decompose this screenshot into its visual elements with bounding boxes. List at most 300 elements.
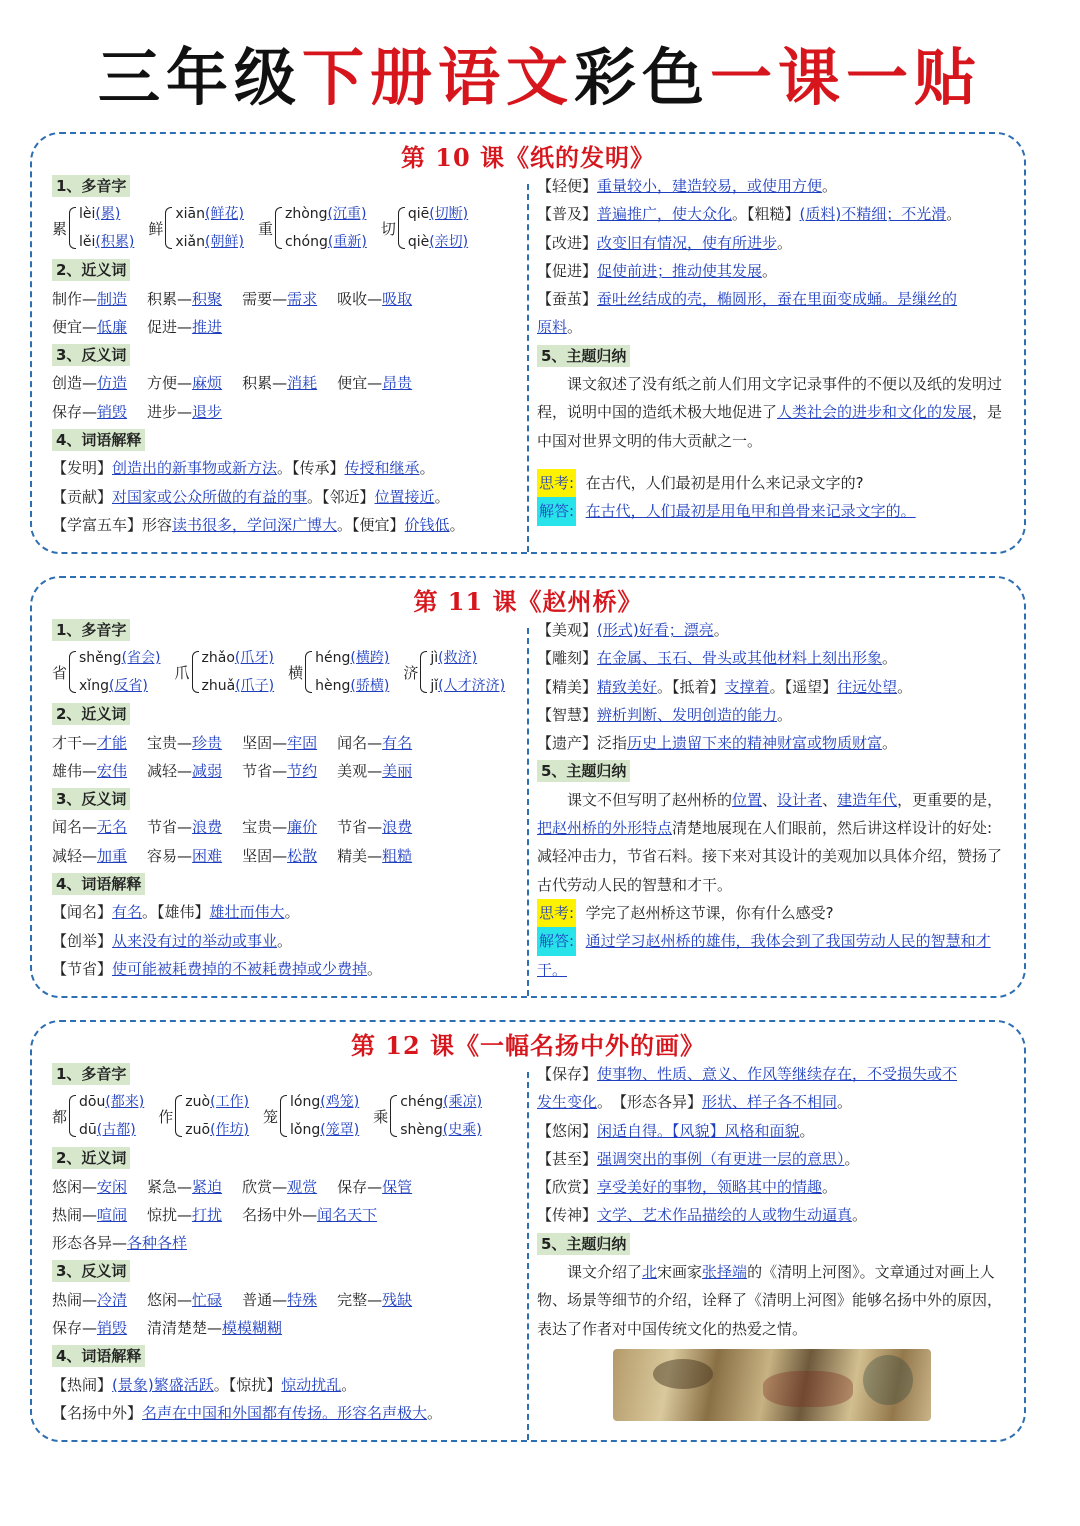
term-label: 【雕刻】 <box>537 649 598 668</box>
answer-label: 解答: <box>537 927 576 955</box>
term-label: 。 <box>284 903 300 922</box>
term-label: 【轻便】 <box>537 177 598 195</box>
term-label: 【改进】 <box>537 233 598 252</box>
explanation-line <box>537 1117 1007 1145</box>
term-label: 。 <box>419 459 435 478</box>
polyphone-group <box>258 200 367 256</box>
example-word: (鸡笼) <box>320 1094 360 1111</box>
summary-highlight: 把赵州桥的外形特点 <box>537 819 673 838</box>
explanation-line <box>537 673 1007 701</box>
word: 减轻 <box>147 761 178 780</box>
section-heading: 5、主题归纳 <box>537 1233 630 1255</box>
word: 节省 <box>147 818 178 837</box>
dash-separator: — <box>272 1290 288 1309</box>
summary-paragraph <box>537 370 1007 455</box>
word: 宝贵 <box>147 733 178 752</box>
explanation-list <box>537 1060 1007 1230</box>
word-pair <box>147 1201 222 1229</box>
term-label: 。 <box>713 621 729 639</box>
word-pair <box>52 757 127 785</box>
dash-separator: — <box>82 733 98 752</box>
antonym-list <box>52 813 520 870</box>
paired-word: 浪费 <box>382 818 413 837</box>
word: 促进 <box>147 317 178 336</box>
term-label: 。 <box>822 177 838 195</box>
lesson-title: 第 12 课《一幅名扬中外的画》 <box>350 1031 706 1060</box>
example-word: (骄横) <box>350 678 390 695</box>
word: 美观 <box>337 761 368 780</box>
explanation-line <box>537 1173 1007 1201</box>
polyphone-char: 累 <box>52 219 68 238</box>
term-label: 【促进】 <box>537 261 598 280</box>
explanation-list <box>52 898 520 983</box>
word-pair <box>52 729 127 757</box>
word-pair <box>337 1286 412 1314</box>
term-label: 【普及】 <box>537 205 598 224</box>
definition-text: 往远处望 <box>837 677 898 696</box>
word: 积累 <box>242 374 273 393</box>
dash-separator: — <box>82 1177 98 1196</box>
term-label: 。【惊扰】 <box>213 1375 282 1394</box>
polyphone-group <box>175 644 275 700</box>
word-pair-row <box>52 842 520 870</box>
word-pair <box>242 842 317 870</box>
brace-icon <box>275 207 282 249</box>
synonym-list <box>52 1173 520 1258</box>
paired-word: 减弱 <box>192 761 223 780</box>
pinyin: qiē <box>407 206 430 223</box>
term-label: 【贡献】 <box>52 487 113 506</box>
word-pair <box>337 813 412 841</box>
paired-word: 消耗 <box>287 374 318 393</box>
word-pair <box>242 1286 317 1314</box>
paired-word: 吸取 <box>382 289 413 308</box>
dash-separator: — <box>272 1177 288 1196</box>
antonym-list <box>52 369 520 426</box>
example-word: (爪子) <box>235 678 275 695</box>
paired-word: 低廉 <box>97 317 128 336</box>
example-word: (爪牙) <box>234 650 274 667</box>
word: 制作 <box>52 289 83 308</box>
dash-separator: — <box>207 1319 223 1338</box>
explanation-line <box>537 1060 1007 1088</box>
paired-word: 销毁 <box>97 402 128 421</box>
summary-highlight: 建造年代 <box>837 790 898 809</box>
summary-highlight: 张择端 <box>702 1263 748 1282</box>
section-heading: 2、近义词 <box>52 259 130 281</box>
section-heading: 3、反义词 <box>52 788 130 810</box>
example-word: (切断) <box>429 206 469 223</box>
dash-separator: — <box>177 761 193 780</box>
word-pair <box>52 1201 127 1229</box>
dash-separator: — <box>82 818 98 837</box>
section-heading: 1、多音字 <box>52 619 130 641</box>
word: 吸收 <box>337 289 368 308</box>
term-label: 【欣赏】 <box>537 1178 598 1197</box>
explanation-line <box>52 1399 520 1427</box>
example-word: (沉重) <box>327 206 367 223</box>
qingming-painting-image <box>613 1349 931 1421</box>
example-word: (人才济济) <box>438 678 506 695</box>
paired-word: 模模糊糊 <box>222 1319 283 1338</box>
think-question: 在古代，人们最初是用什么来记录文字的? <box>585 473 864 492</box>
dash-separator: — <box>367 374 383 393</box>
dash-separator: — <box>367 818 383 837</box>
pinyin: shèng <box>400 1122 443 1139</box>
term-label: 。【邻近】 <box>307 487 375 506</box>
section-heading: 4、词语解释 <box>52 873 145 895</box>
paired-word: 粗糙 <box>382 846 413 865</box>
lesson-12-card <box>30 1020 1026 1442</box>
word: 保存 <box>337 1177 368 1196</box>
word: 雄伟 <box>52 761 83 780</box>
term-label: 【传神】 <box>537 1206 598 1225</box>
dash-separator: — <box>272 374 288 393</box>
word-pair <box>337 757 412 785</box>
dash-separator: — <box>367 1290 383 1309</box>
example-word: (笼罩) <box>320 1122 360 1139</box>
definition-text: 蚕吐丝结成的壳，椭圆形，蚕在里面变成蛹。是缫丝的 <box>597 290 958 309</box>
brace-icon <box>69 1095 76 1137</box>
term-label: 【热闹】 <box>52 1375 113 1394</box>
term-label: 。 <box>341 1375 357 1394</box>
dash-separator: — <box>272 818 288 837</box>
word-pair <box>147 757 222 785</box>
paired-word: 销毁 <box>97 1319 128 1338</box>
column-divider <box>527 1072 529 1440</box>
dash-separator: — <box>367 846 383 865</box>
term-label: 。【粗糙】 <box>732 205 800 224</box>
explanation-line <box>537 1201 1007 1229</box>
paired-word: 有名 <box>382 733 413 752</box>
word: 热闹 <box>52 1290 83 1309</box>
polyphone-group <box>373 1088 482 1144</box>
word-pair <box>337 729 412 757</box>
definition-text: 文学、艺术作品描绘的人或物生动逼真 <box>597 1206 853 1225</box>
lesson-11-right <box>537 616 1007 984</box>
summary-text: 清楚地展现在人们眼前，然后讲这样设计的好处:减轻冲击力，节省石料。接下来对其设计的美观加以具体介绍，赞扬了古代劳动人民的智慧和才干。 <box>537 819 1003 894</box>
term-label: 。【传承】 <box>277 459 345 478</box>
explanation-line <box>537 172 1007 200</box>
brace-icon <box>280 1095 287 1137</box>
summary-text: ，更重要的是， <box>897 790 1003 809</box>
paired-word: 忙碌 <box>192 1290 223 1309</box>
word-pair <box>147 1286 222 1314</box>
term-label: 。【便宜】 <box>337 515 405 534</box>
summary-text: 课文介绍了 <box>567 1263 643 1282</box>
term-label: 【精美】 <box>537 677 598 696</box>
pinyin: zuō <box>185 1122 211 1139</box>
pinyin: hèng <box>315 678 351 695</box>
polyphone-group <box>158 1088 249 1144</box>
word-pair-row <box>52 1314 520 1342</box>
term-label: 。 <box>277 931 293 950</box>
word-pair <box>147 729 222 757</box>
paired-word: 推进 <box>192 317 223 336</box>
dash-separator: — <box>177 733 193 752</box>
pinyin: qiè <box>407 234 430 251</box>
term-label: 。 <box>897 677 913 696</box>
think-label: 思考: <box>537 899 576 927</box>
word: 便宜 <box>52 317 83 336</box>
word-pair <box>147 1173 222 1201</box>
word-pair <box>147 285 222 313</box>
brace-icon <box>69 651 76 693</box>
word-pair <box>52 813 127 841</box>
paired-word: 安闲 <box>97 1177 128 1196</box>
summary-highlight: 设计者 <box>777 790 823 809</box>
explanation-line <box>537 200 1007 228</box>
dash-separator: — <box>177 1177 193 1196</box>
section-heading: 5、主题归纳 <box>537 345 630 367</box>
term-label: 【遗产】泛指 <box>537 734 628 753</box>
term-label: 。 <box>567 318 583 337</box>
pinyin: xiǎn <box>175 234 206 251</box>
word-pair <box>52 369 127 397</box>
definition-text: 支撑着 <box>724 677 770 696</box>
example-word: (积累) <box>95 234 135 251</box>
section-heading: 2、近义词 <box>52 1147 130 1169</box>
word: 闻名 <box>337 733 368 752</box>
definition-text: 从来没有过的举动或事业 <box>112 931 278 950</box>
pinyin: chóng <box>284 234 328 251</box>
pinyin: zhuǎ <box>201 678 236 695</box>
word-pair-row <box>52 1173 520 1201</box>
word-pair-row <box>52 729 520 757</box>
explanation-line <box>52 454 520 482</box>
pinyin: lèi <box>79 206 96 223</box>
definition-text: 精致美好 <box>597 677 658 696</box>
example-word: (累) <box>95 206 121 223</box>
polyphone-row <box>52 644 520 700</box>
pinyin: lóng <box>290 1094 321 1111</box>
definition-text: 价钱低 <box>404 515 450 534</box>
definition-text: 传授和继承 <box>344 459 420 478</box>
word: 清清楚楚 <box>147 1319 208 1338</box>
paired-word: 喧闹 <box>97 1205 128 1224</box>
word: 进步 <box>147 402 178 421</box>
word: 紧急 <box>147 1177 178 1196</box>
section-heading: 4、词语解释 <box>52 429 145 451</box>
word: 容易 <box>147 846 178 865</box>
pinyin: dōu <box>79 1094 106 1111</box>
explanation-line <box>537 701 1007 729</box>
word: 精美 <box>337 846 368 865</box>
lesson-title: 第 11 课《赵州桥》 <box>413 587 643 616</box>
term-label: 【保存】 <box>537 1065 598 1083</box>
polyphone-char: 鲜 <box>148 219 164 238</box>
definition-text: 促使前进；推动使其发展 <box>597 261 763 280</box>
polyphone-char: 爪 <box>174 663 190 682</box>
dash-separator: — <box>82 1319 98 1338</box>
word: 宝贵 <box>242 818 273 837</box>
word-pair-row <box>52 369 520 397</box>
dash-separator: — <box>272 289 288 308</box>
section-heading: 1、多音字 <box>52 175 130 197</box>
paired-word: 浪费 <box>192 818 223 837</box>
term-label: 【甚至】 <box>537 1149 598 1168</box>
dash-separator: — <box>82 846 98 865</box>
think-label: 思考: <box>537 469 576 497</box>
example-word: (鲜花) <box>205 206 244 223</box>
definition-text: 雄壮而伟大 <box>209 903 285 922</box>
definition-text: 普遍推广，使大众化 <box>597 205 733 224</box>
paired-word: 保管 <box>382 1177 413 1196</box>
dash-separator: — <box>82 761 98 780</box>
paired-word: 松散 <box>287 846 318 865</box>
word-pair <box>337 1173 412 1201</box>
dash-separator: — <box>82 1205 98 1224</box>
paired-word: 冷清 <box>97 1290 128 1309</box>
paired-word: 紧迫 <box>192 1177 223 1196</box>
summary-paragraph <box>537 1258 1007 1343</box>
paired-word: 珍贵 <box>192 733 223 752</box>
term-label: 。 <box>882 734 898 753</box>
term-label: 【发明】 <box>52 459 113 478</box>
term-label: 。 【形态各异】 <box>597 1093 703 1112</box>
explanation-line <box>537 313 1007 341</box>
explanation-list <box>537 616 1007 757</box>
word-pair-row <box>52 398 520 426</box>
word: 热闹 <box>52 1205 83 1224</box>
term-label: 。 <box>852 1206 868 1225</box>
paired-word: 困难 <box>192 846 223 865</box>
word-pair <box>147 1314 282 1342</box>
word-pair-row <box>52 313 520 341</box>
word: 悠闲 <box>147 1290 178 1309</box>
section-heading: 4、词语解释 <box>52 1345 145 1367</box>
paired-word: 牢固 <box>287 733 318 752</box>
example-word: (史乘) <box>442 1122 482 1139</box>
word-pair-row <box>52 1286 520 1314</box>
explanation-line <box>537 644 1007 672</box>
word-pair <box>52 398 127 426</box>
paired-word: 加重 <box>97 846 128 865</box>
pinyin: zhòng <box>284 206 328 223</box>
dash-separator: — <box>82 1290 98 1309</box>
example-word: (省会) <box>121 650 161 667</box>
paired-word: 各种各样 <box>127 1234 188 1253</box>
word: 名扬中外 <box>242 1205 303 1224</box>
term-label: 【闻名】 <box>52 903 113 922</box>
explanation-line <box>537 1088 1007 1116</box>
term-label: 【智慧】 <box>537 705 598 724</box>
term-label: 【学富五车】形容 <box>52 515 173 534</box>
synonym-list <box>52 729 520 786</box>
term-label: 。 <box>882 649 898 668</box>
explanation-list <box>52 1371 520 1428</box>
polyphone-group <box>52 644 161 700</box>
paired-word: 无名 <box>97 818 128 837</box>
polyphone-char: 笼 <box>263 1107 279 1126</box>
example-word: (乘凉) <box>443 1094 483 1111</box>
definition-text: (景象)繁盛活跃 <box>112 1375 214 1394</box>
word-pair-row <box>52 813 520 841</box>
word-pair <box>242 369 317 397</box>
word: 悠闲 <box>52 1177 83 1196</box>
answer-label: 解答: <box>537 497 576 525</box>
summary-text: 课文叙述了没有纸之前人们用文字记录事件的不便以及纸的发明过程，说明中国的造纸术极大地促进了 <box>537 375 1003 422</box>
example-word: (工作) <box>210 1094 250 1111</box>
brace-icon <box>420 651 427 693</box>
term-label: 。 <box>434 487 450 506</box>
word-pair <box>52 1286 127 1314</box>
word-pair <box>242 285 317 313</box>
word: 便宜 <box>337 374 368 393</box>
word-pair <box>337 842 412 870</box>
term-label: 。 <box>762 261 778 280</box>
term-label: 。 <box>427 1403 443 1422</box>
definition-text: (形式)好看；漂亮 <box>597 621 714 639</box>
word: 保存 <box>52 1319 83 1338</box>
answer-text: 在古代，人们最初是用龟甲和兽骨来记录文字的。 <box>585 502 916 521</box>
dash-separator: — <box>177 402 193 421</box>
page-title: 三年级下册语文彩色一课一贴 <box>97 41 983 114</box>
word-pair-row <box>52 757 520 785</box>
definition-text: 发生变化 <box>537 1093 598 1112</box>
pinyin: jǐ <box>430 678 439 695</box>
paired-word: 打扰 <box>192 1205 223 1224</box>
definition-text: 使事物、性质、意义、作风等继续存在，不受损失或不 <box>597 1065 958 1083</box>
explanation-line <box>52 511 520 539</box>
dash-separator: — <box>177 1290 193 1309</box>
section-heading: 3、反义词 <box>52 1260 130 1282</box>
explanation-list <box>537 172 1007 342</box>
word: 普通 <box>242 1290 273 1309</box>
paired-word: 特殊 <box>287 1290 318 1309</box>
dash-separator: — <box>177 1205 193 1224</box>
dash-separator: — <box>272 733 288 752</box>
polyphone-group <box>403 644 505 700</box>
definition-text: 历史上遗留下来的精神财富或物质财富 <box>627 734 883 753</box>
polyphone-row <box>52 200 520 256</box>
brace-icon <box>69 207 76 249</box>
word-pair <box>52 1173 127 1201</box>
lesson-title: 第 10 课《纸的发明》 <box>400 143 656 172</box>
paired-word: 麻烦 <box>192 374 223 393</box>
polyphone-group <box>52 1088 144 1144</box>
term-label: 。 <box>822 1178 838 1197</box>
word-pair <box>147 842 222 870</box>
paired-word: 宏伟 <box>97 761 128 780</box>
term-label: 。【遥望】 <box>769 677 838 696</box>
word: 闻名 <box>52 818 83 837</box>
definition-text: 闲适自得。【风貌】 <box>597 1121 725 1140</box>
dash-separator: — <box>367 761 383 780</box>
dash-separator: — <box>112 1234 128 1253</box>
polyphone-char: 济 <box>403 663 419 682</box>
word: 形态各异 <box>52 1234 113 1253</box>
summary-paragraph <box>537 786 1007 899</box>
word: 坚固 <box>242 846 273 865</box>
dash-separator: — <box>177 289 193 308</box>
explanation-line <box>537 229 1007 257</box>
word: 节省 <box>242 761 273 780</box>
column-divider <box>527 184 529 552</box>
term-label: 。 <box>844 1149 860 1168</box>
lesson-11-card <box>30 576 1026 998</box>
pinyin: jì <box>430 650 439 667</box>
explanation-line <box>537 729 1007 757</box>
example-word: (朝鲜) <box>205 234 244 251</box>
definition-text: 名声在中国和外国都有传扬。形容名声极大 <box>142 1403 428 1422</box>
term-label: 。【雄伟】 <box>142 903 210 922</box>
dash-separator: — <box>177 317 193 336</box>
polyphone-char: 切 <box>380 219 396 238</box>
word-pair <box>52 842 127 870</box>
pinyin: xǐng <box>79 678 109 695</box>
polyphone-char: 乘 <box>373 1107 389 1126</box>
